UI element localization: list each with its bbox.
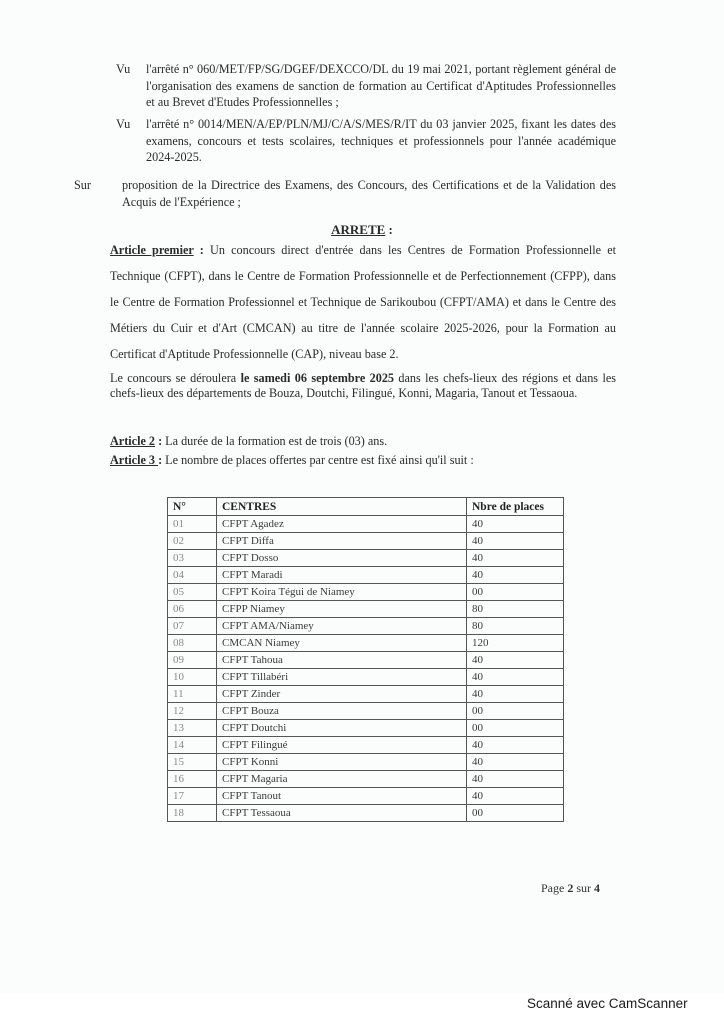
row-places: 80 <box>467 601 564 618</box>
row-places: 00 <box>467 703 564 720</box>
table-row <box>168 516 564 533</box>
table-header-row <box>168 498 564 516</box>
row-places: 40 <box>467 686 564 703</box>
considerant-keyword: Vu <box>116 62 131 76</box>
article-text: La durée de la formation est de trois (03) ans. <box>165 434 388 448</box>
row-centre: CMCAN Niamey <box>217 635 467 652</box>
considerant-sur <box>74 177 616 210</box>
considerant-keyword: Vu <box>116 117 131 131</box>
row-places: 40 <box>467 788 564 805</box>
table-row <box>168 652 564 669</box>
row-places: 40 <box>467 533 564 550</box>
table-row <box>168 771 564 788</box>
row-centre: CFPT Konni <box>217 754 467 771</box>
row-number: 02 <box>168 533 217 550</box>
row-number: 05 <box>168 584 217 601</box>
article-label: Article 3 <box>110 453 159 467</box>
arrete-heading-suffix: : <box>385 222 393 237</box>
concours-text-after: dans les chefs-lieux des régions et dans les chefs-lieux des départements de Bouza, Doutchi, Filingué, Konni, Magaria, Tanout et Tessaoua. <box>110 371 616 400</box>
considerant-text: l'arrêté n° 060/MET/FP/SG/DGEF/DEXCCO/DL du 19 mai 2021, portant règlement général de l'organisation des examens de sanction de formation au Certificat d'Aptitudes Professionnelles et au Brevet d'Etudes Professionnelles ; <box>146 62 616 109</box>
row-number: 09 <box>168 652 217 669</box>
page-word: Page <box>541 881 568 895</box>
row-number: 08 <box>168 635 217 652</box>
row-centre: CFPT Magaria <box>217 771 467 788</box>
row-places: 00 <box>467 805 564 822</box>
row-centre: CFPT Doutchi <box>217 720 467 737</box>
table-row <box>168 618 564 635</box>
row-centre: CFPT Koira Tégui de Niamey <box>217 584 467 601</box>
considerant-text: l'arrêté n° 0014/MEN/A/EP/PLN/MJ/C/A/S/MES/R/IT du 03 janvier 2025, fixant les dates des examens, concours et tests scolaires, techniques et professionnels pour l'année académique 2024-2025. <box>146 117 616 164</box>
considerant-text: proposition de la Directrice des Examens, des Concours, des Certifications et de la Validation des Acquis de l'Expérience ; <box>122 178 616 209</box>
article-3 <box>110 452 616 468</box>
considerant-vu-1 <box>116 61 616 111</box>
article-text: Le nombre de places offertes par centre est fixé ainsi qu'il suit : <box>165 453 474 467</box>
article-2 <box>110 433 616 449</box>
article-label: Article premier <box>110 243 194 257</box>
row-number: 13 <box>168 720 217 737</box>
row-places: 40 <box>467 771 564 788</box>
table-row <box>168 635 564 652</box>
table-row <box>168 686 564 703</box>
arrete-heading <box>0 222 724 238</box>
page-sep: sur <box>573 881 594 895</box>
row-centre: CFPT Tahoua <box>217 652 467 669</box>
concours-paragraph <box>110 371 616 401</box>
table-row <box>168 805 564 822</box>
row-centre: CFPT Diffa <box>217 533 467 550</box>
table-row <box>168 703 564 720</box>
row-places: 00 <box>467 720 564 737</box>
row-centre: CFPT Zinder <box>217 686 467 703</box>
table-row <box>168 788 564 805</box>
row-number: 06 <box>168 601 217 618</box>
table-row <box>168 601 564 618</box>
row-places: 40 <box>467 652 564 669</box>
row-centre: CFPT Tanout <box>217 788 467 805</box>
article-premier <box>110 237 616 367</box>
row-centre: CFPT AMA/Niamey <box>217 618 467 635</box>
row-places: 40 <box>467 669 564 686</box>
row-places: 40 <box>467 754 564 771</box>
table-row <box>168 533 564 550</box>
table-row <box>168 567 564 584</box>
row-centre: CFPT Agadez <box>217 516 467 533</box>
considerant-keyword: Sur <box>74 178 91 192</box>
table-row <box>168 669 564 686</box>
page-number <box>541 881 600 896</box>
header-places: Nbre de places <box>467 498 564 516</box>
concours-date: le samedi 06 septembre 2025 <box>240 371 395 385</box>
row-places: 40 <box>467 516 564 533</box>
places-table <box>167 497 564 822</box>
camscanner-watermark: Scanné avec CamScanner <box>527 996 688 1011</box>
row-number: 18 <box>168 805 217 822</box>
row-places: 00 <box>467 584 564 601</box>
row-places: 40 <box>467 567 564 584</box>
page-current: 2 <box>567 881 574 895</box>
row-centre: CFPT Maradi <box>217 567 467 584</box>
article-label: Article 2 <box>110 434 156 448</box>
row-centre: CFPT Bouza <box>217 703 467 720</box>
concours-text-before: Le concours se déroulera <box>110 371 241 385</box>
table-row <box>168 584 564 601</box>
considerant-vu-2 <box>116 116 616 166</box>
page-total: 4 <box>594 881 600 895</box>
row-places: 40 <box>467 737 564 754</box>
table-row <box>168 720 564 737</box>
row-places: 80 <box>467 618 564 635</box>
article-sep: : <box>155 434 166 448</box>
row-centre: CFPT Tessaoua <box>217 805 467 822</box>
row-places: 120 <box>467 635 564 652</box>
table-row <box>168 737 564 754</box>
row-number: 14 <box>168 737 217 754</box>
table-row <box>168 754 564 771</box>
row-centre: CFPT Filingué <box>217 737 467 754</box>
row-centre: CFPT Tillabéri <box>217 669 467 686</box>
header-number: N° <box>168 498 217 516</box>
row-number: 07 <box>168 618 217 635</box>
row-centre: CFPP Niamey <box>217 601 467 618</box>
article-sep: : <box>193 243 211 257</box>
arrete-heading-text: ARRETE <box>331 222 386 237</box>
row-number: 01 <box>168 516 217 533</box>
row-number: 11 <box>168 686 217 703</box>
row-number: 10 <box>168 669 217 686</box>
row-number: 03 <box>168 550 217 567</box>
row-number: 04 <box>168 567 217 584</box>
row-number: 12 <box>168 703 217 720</box>
row-number: 16 <box>168 771 217 788</box>
row-number: 15 <box>168 754 217 771</box>
article-text: Un concours direct d'entrée dans les Centres de Formation Professionnelle et Technique (CFPT), dans le Centre de Formation Professionnelle et de Perfectionnement (CFPP), dans le Centre de Formation Professionnel et Technique de Sarikoubou (CFPT/AMA) et dans le Centre des Métiers du Cuir et d'Art (CMCAN) au titre de l'année scolaire 2025-2026, pour la Formation au Certificat d'Aptitude Professionnelle (CAP), niveau base 2. <box>110 243 616 361</box>
article-sep: : <box>158 453 166 467</box>
row-centre: CFPT Dosso <box>217 550 467 567</box>
row-places: 40 <box>467 550 564 567</box>
table-row <box>168 550 564 567</box>
header-centres: CENTRES <box>217 498 467 516</box>
table-body <box>168 516 564 822</box>
row-number: 17 <box>168 788 217 805</box>
